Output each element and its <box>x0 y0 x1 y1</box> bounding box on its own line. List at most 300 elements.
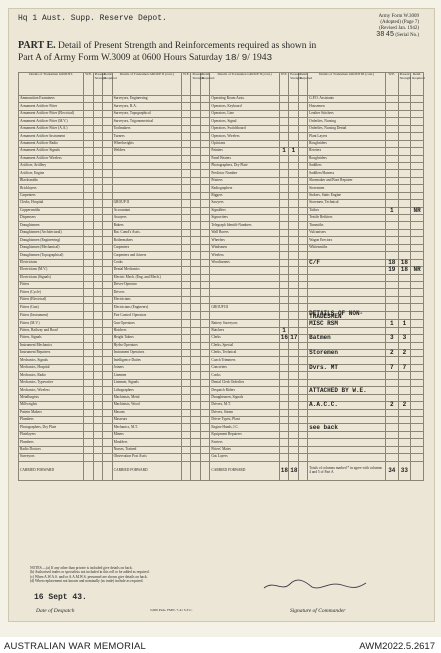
count-reinf <box>411 431 424 438</box>
column-header-ws: W.E. <box>279 73 288 96</box>
count-pres <box>191 252 200 259</box>
count-ws <box>279 439 288 446</box>
table-row <box>19 342 424 349</box>
title-part: PART E. <box>18 40 56 51</box>
count-ws <box>84 229 93 236</box>
table-row <box>19 379 424 386</box>
trade-name-g3 <box>308 252 386 259</box>
count-ws <box>385 185 398 192</box>
count-ws <box>385 200 398 207</box>
count-pres <box>398 237 411 244</box>
count-reinf <box>298 402 307 409</box>
column-header-reinf: Reinf. Required <box>103 73 112 96</box>
count-reinf <box>103 320 112 327</box>
count-reinf <box>411 320 424 327</box>
trade-name-g2: Toolmakers <box>112 125 181 132</box>
count-pres <box>93 379 102 386</box>
trade-name-g3: Stokers, Static Engine <box>308 192 386 199</box>
count-reinf <box>411 424 424 431</box>
trade-name-g2: Boilermakers <box>112 237 181 244</box>
count-reinf <box>103 192 112 199</box>
count-pres <box>191 439 200 446</box>
trade-name-g2: Machinists, Wood <box>112 402 181 409</box>
trade-name-g3: Riveters <box>308 148 386 155</box>
count-ws <box>84 289 93 296</box>
trade-name-g3 <box>308 379 386 386</box>
count-pres <box>398 454 411 461</box>
totals-g3-pres: 33 <box>398 461 411 480</box>
count-pres <box>93 222 102 229</box>
count-pres <box>191 357 200 364</box>
count-ws <box>279 446 288 453</box>
count-reinf <box>200 274 209 281</box>
count-pres <box>191 118 200 125</box>
trade-name-g2b: Clerks, Special <box>210 342 279 349</box>
count-reinf <box>103 125 112 132</box>
trade-name-g3: Textile Refitters <box>308 215 386 222</box>
count-reinf <box>200 237 209 244</box>
totals-g2b-pres: 18 <box>289 461 298 480</box>
count-reinf <box>411 409 424 416</box>
table-row <box>19 402 424 409</box>
count-reinf <box>103 304 112 311</box>
table-row <box>19 125 424 132</box>
table-row <box>19 140 424 147</box>
count-reinf <box>298 267 307 274</box>
trade-name-g3: Storemen <box>308 350 386 357</box>
count-reinf <box>298 140 307 147</box>
count-reinf <box>298 244 307 251</box>
caption-right: AWM2022.5.2617 <box>359 641 435 652</box>
count-reinf <box>200 222 209 229</box>
count-ws <box>182 133 191 140</box>
count-pres <box>93 327 102 334</box>
count-pres <box>93 96 102 103</box>
count-pres <box>93 364 102 371</box>
table-row <box>19 364 424 371</box>
trade-name-g1: Electricians (Signals) <box>19 274 84 281</box>
count-reinf <box>200 431 209 438</box>
trade-name-g2b: Clerks <box>210 335 279 342</box>
count-reinf <box>103 439 112 446</box>
count-ws <box>84 372 93 379</box>
count-reinf <box>200 394 209 401</box>
trade-name-g2: Linemen <box>112 372 181 379</box>
count-ws <box>84 110 93 117</box>
trade-name-g2b: Predictor Number <box>210 170 279 177</box>
table-row <box>19 103 424 110</box>
count-pres <box>289 424 298 431</box>
count-pres <box>398 162 411 169</box>
count-reinf <box>298 281 307 288</box>
table-row <box>19 454 424 461</box>
count-reinf <box>411 416 424 423</box>
trade-name-g2: Mechanics, M.T. <box>112 424 181 431</box>
count-pres <box>191 237 200 244</box>
count-reinf <box>200 350 209 357</box>
count-reinf <box>298 289 307 296</box>
count-reinf <box>103 274 112 281</box>
count-pres <box>93 439 102 446</box>
count-pres <box>289 372 298 379</box>
count-ws: 18 <box>385 259 398 266</box>
serial-value: 38 <box>376 31 385 39</box>
count-pres <box>93 387 102 394</box>
trade-name-g1: Coppersmiths <box>19 207 84 214</box>
count-ws: 1 <box>385 320 398 327</box>
count-reinf <box>298 364 307 371</box>
table-row <box>19 431 424 438</box>
count-ws <box>279 133 288 140</box>
count-reinf <box>298 162 307 169</box>
table-row <box>19 177 424 184</box>
count-pres <box>398 409 411 416</box>
count-ws <box>182 379 191 386</box>
count-pres <box>289 439 298 446</box>
count-pres <box>191 394 200 401</box>
trade-name-g2: Gun Operators <box>112 320 181 327</box>
count-pres <box>93 342 102 349</box>
count-ws <box>279 103 288 110</box>
totals-empty <box>93 461 102 480</box>
count-pres <box>398 244 411 251</box>
count-pres <box>93 133 102 140</box>
count-ws <box>182 296 191 303</box>
count-reinf <box>411 439 424 446</box>
title-day: 18 <box>225 52 237 63</box>
trade-name-g1: Instrument Mechanics <box>19 342 84 349</box>
count-ws <box>279 259 288 266</box>
count-reinf <box>298 110 307 117</box>
trade-name-g2b: Fitters' Mates <box>210 446 279 453</box>
trade-name-g3: ATTACHED BY W.E. <box>308 387 386 394</box>
count-ws <box>279 311 288 320</box>
trade-name-g2: Driver-Operator <box>112 281 181 288</box>
count-pres <box>289 215 298 222</box>
column-header-reinf: Reinf. Required <box>200 73 209 96</box>
trade-name-g1: Armament Artificer Wireless <box>19 155 84 162</box>
count-reinf <box>411 133 424 140</box>
count-ws <box>385 379 398 386</box>
count-pres <box>289 96 298 103</box>
trade-name-g3 <box>308 274 386 281</box>
count-pres <box>398 431 411 438</box>
count-ws <box>84 170 93 177</box>
count-ws: 7 <box>385 364 398 371</box>
trade-name-g2 <box>112 185 181 192</box>
count-pres <box>289 289 298 296</box>
trade-name-g3 <box>308 454 386 461</box>
count-ws <box>84 140 93 147</box>
count-pres <box>398 177 411 184</box>
count-ws <box>182 207 191 214</box>
count-pres <box>93 394 102 401</box>
count-pres <box>93 177 102 184</box>
count-reinf <box>200 162 209 169</box>
trade-name-g1: Fitters (M.V.) <box>19 320 84 327</box>
table-row <box>19 148 424 155</box>
count-pres <box>93 229 102 236</box>
table-row <box>19 237 424 244</box>
count-pres <box>398 155 411 162</box>
trade-name-g2b: Operators, Line <box>210 110 279 117</box>
count-ws <box>385 192 398 199</box>
count-pres <box>93 118 102 125</box>
count-ws <box>279 372 288 379</box>
count-ws <box>84 350 93 357</box>
count-reinf <box>298 259 307 266</box>
count-ws <box>385 244 398 251</box>
count-ws <box>279 244 288 251</box>
count-pres <box>93 335 102 342</box>
trade-name-g3: Roughriders <box>308 155 386 162</box>
table-row <box>19 215 424 222</box>
count-ws <box>182 103 191 110</box>
totals-g3-ws: 34 <box>385 461 398 480</box>
table-row <box>19 229 424 236</box>
count-reinf <box>200 357 209 364</box>
count-ws <box>84 215 93 222</box>
count-ws <box>182 289 191 296</box>
count-reinf <box>103 252 112 259</box>
count-reinf <box>103 148 112 155</box>
count-reinf <box>103 342 112 349</box>
count-reinf <box>103 229 112 236</box>
trade-name-g3: Wagon Erectors <box>308 237 386 244</box>
count-ws <box>182 140 191 147</box>
count-pres: 18 <box>398 259 411 266</box>
count-ws <box>182 177 191 184</box>
count-reinf <box>200 289 209 296</box>
count-reinf <box>411 327 424 334</box>
count-reinf <box>298 304 307 311</box>
count-ws <box>279 304 288 311</box>
count-reinf <box>411 229 424 236</box>
count-reinf <box>411 140 424 147</box>
trade-name-g1: Electricians <box>19 259 84 266</box>
count-reinf <box>103 416 112 423</box>
count-ws <box>84 192 93 199</box>
count-reinf <box>103 296 112 303</box>
printer-info: 5,000 Pads. FMN. 7-41 S.T.C. <box>150 608 193 612</box>
trade-name-g2b: Operating Room Assts. <box>210 96 279 103</box>
trade-name-g1: Photographers, Dry Plate <box>19 424 84 431</box>
trade-name-g2: Hydro Operators <box>112 342 181 349</box>
count-pres <box>398 140 411 147</box>
totals-label-g2b: CARRIED FORWARD <box>210 461 279 480</box>
trade-name-g2: Accountant <box>112 207 181 214</box>
totals-empty <box>200 461 209 480</box>
count-ws: 16 <box>280 334 288 342</box>
count-ws <box>385 439 398 446</box>
count-ws <box>279 170 288 177</box>
trade-name-g3 <box>308 409 386 416</box>
count-reinf <box>200 402 209 409</box>
trade-name-g1: Plumbers <box>19 416 84 423</box>
count-ws <box>182 424 191 431</box>
totals-empty <box>411 461 424 480</box>
count-pres: 3 <box>398 335 411 342</box>
trade-name-g2: Dental Mechanics <box>112 267 181 274</box>
count-pres <box>191 148 200 155</box>
table-row <box>19 372 424 379</box>
count-pres <box>191 110 200 117</box>
count-reinf <box>103 140 112 147</box>
trade-name-g2: Carpenters <box>112 244 181 251</box>
count-ws <box>84 177 93 184</box>
count-reinf <box>298 274 307 281</box>
count-reinf <box>411 162 424 169</box>
count-pres <box>93 103 102 110</box>
count-ws <box>182 192 191 199</box>
count-pres <box>289 281 298 288</box>
count-ws <box>182 274 191 281</box>
count-reinf <box>411 342 424 349</box>
count-ws: 1 <box>279 148 288 155</box>
trade-name-g2b: Operators, Keyboard <box>210 103 279 110</box>
trade-name-g2: Instrument Operators <box>112 350 181 357</box>
trade-name-g3 <box>308 446 386 453</box>
count-reinf <box>103 357 112 364</box>
count-pres <box>93 125 102 132</box>
count-reinf <box>103 162 112 169</box>
table-row <box>19 350 424 357</box>
trade-name-g1: Fitters (Gun) <box>19 304 84 311</box>
count-reinf <box>200 304 209 311</box>
count-reinf <box>298 387 307 394</box>
count-pres <box>93 357 102 364</box>
count-pres <box>289 155 298 162</box>
trade-name-g2b: Drivers, M.T. <box>210 402 279 409</box>
count-ws <box>182 416 191 423</box>
count-ws <box>84 296 93 303</box>
count-reinf <box>200 416 209 423</box>
trade-name-g3 <box>308 416 386 423</box>
count-pres <box>191 125 200 132</box>
trade-name-g2: Bat. Comd's Assts. <box>112 229 181 236</box>
count-reinf <box>298 229 307 236</box>
trade-name-g2b <box>210 274 279 281</box>
count-pres <box>191 170 200 177</box>
table-row <box>19 133 424 140</box>
count-reinf <box>103 394 112 401</box>
count-pres <box>289 402 298 409</box>
commander-signature <box>260 578 370 592</box>
count-ws <box>182 350 191 357</box>
table-row <box>19 335 424 342</box>
count-pres <box>93 402 102 409</box>
totals-empty <box>191 461 200 480</box>
count-ws <box>84 304 93 311</box>
count-pres <box>191 320 200 327</box>
count-ws <box>279 454 288 461</box>
count-ws <box>182 311 191 320</box>
count-reinf <box>298 170 307 177</box>
count-ws <box>182 387 191 394</box>
count-reinf: NR <box>411 267 424 274</box>
count-ws <box>385 110 398 117</box>
count-reinf <box>298 96 307 103</box>
count-reinf <box>411 244 424 251</box>
count-ws <box>84 335 93 342</box>
count-pres <box>289 431 298 438</box>
count-reinf <box>103 110 112 117</box>
count-reinf <box>200 372 209 379</box>
count-ws <box>182 155 191 162</box>
count-ws <box>84 424 93 431</box>
trade-name-g2b <box>210 289 279 296</box>
table-row <box>19 244 424 251</box>
count-pres <box>191 379 200 386</box>
count-reinf <box>298 446 307 453</box>
trade-name-g1: Fitters <box>19 281 84 288</box>
column-header-ws: W.E. <box>84 73 93 96</box>
count-ws <box>84 431 93 438</box>
count-pres <box>191 103 200 110</box>
count-reinf <box>298 409 307 416</box>
trade-name-g2: Cooks <box>112 259 181 266</box>
count-reinf <box>411 289 424 296</box>
title-month: 9 <box>241 52 248 63</box>
count-pres <box>398 222 411 229</box>
count-ws <box>279 229 288 236</box>
count-reinf <box>298 416 307 423</box>
count-ws <box>84 148 93 155</box>
count-ws <box>84 155 93 162</box>
count-pres <box>191 281 200 288</box>
count-ws <box>182 320 191 327</box>
count-pres <box>289 350 298 357</box>
column-header-pres: Present Strength <box>398 73 411 96</box>
table-row <box>19 222 424 229</box>
trade-name-g2: Surveyors, Topographical <box>112 110 181 117</box>
count-pres <box>191 311 200 320</box>
count-pres <box>191 364 200 371</box>
count-reinf <box>103 215 112 222</box>
count-ws <box>385 125 398 132</box>
trade-name-g2: Machinists, Metal <box>112 394 181 401</box>
count-ws <box>385 281 398 288</box>
trade-name-g3: Batmen <box>308 335 386 342</box>
count-ws <box>182 200 191 207</box>
trade-name-g1: Artificer, Artillery <box>19 162 84 169</box>
totals-g2b-ws: 18 <box>279 461 288 480</box>
count-ws <box>84 259 93 266</box>
trade-name-g1: Mechanics, Wireless <box>19 387 84 394</box>
count-pres <box>93 215 102 222</box>
trade-name-g3: C/F <box>308 259 386 266</box>
count-ws <box>182 215 191 222</box>
count-pres <box>191 416 200 423</box>
count-ws <box>385 133 398 140</box>
count-ws <box>84 364 93 371</box>
count-ws <box>385 454 398 461</box>
count-ws <box>385 372 398 379</box>
count-pres <box>93 320 102 327</box>
column-header-group3: Details of Tradesmen GROUP III (cont.) <box>308 73 386 96</box>
count-reinf <box>103 222 112 229</box>
count-reinf <box>298 133 307 140</box>
count-pres <box>289 229 298 236</box>
count-ws <box>279 96 288 103</box>
trade-name-g2b: Butchers <box>210 327 279 334</box>
count-ws <box>279 252 288 259</box>
count-pres <box>398 372 411 379</box>
trade-name-g3 <box>308 281 386 288</box>
trade-name-g1: Draughtsmen (Topographical) <box>19 252 84 259</box>
trade-name-g2b: Concreters <box>210 364 279 371</box>
count-reinf <box>103 103 112 110</box>
